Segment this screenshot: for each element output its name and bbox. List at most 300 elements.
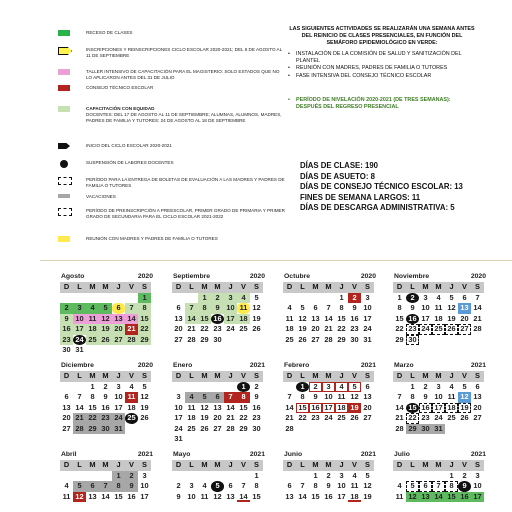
day-cell: 13 (62, 402, 71, 412)
legend-text: CONSEJO TÉCNICO ESCOLAR (86, 85, 154, 90)
day-cell: 1 (254, 470, 259, 480)
day-cell: 27 (473, 413, 482, 422)
day-cell: 25 (125, 413, 138, 424)
weekday-header: L (73, 282, 86, 293)
weekday-header: M (86, 371, 99, 382)
month-year: 2020 (470, 273, 486, 280)
day-cell: 17 (471, 492, 484, 503)
day-cell: 23 (311, 413, 320, 422)
empty-cell (172, 382, 185, 393)
day-cell: 26 (460, 413, 469, 422)
day-cell: 2 (60, 303, 73, 314)
day-cell: 5 (198, 392, 211, 403)
weekday-header: M (432, 282, 445, 293)
day-cell: 27 (112, 335, 125, 346)
empty-cell (393, 382, 406, 393)
weekday-header: M (198, 282, 211, 293)
day-cell: 8 (410, 392, 415, 401)
day-cell: 30 (419, 424, 432, 435)
day-cell: 4 (352, 470, 357, 480)
month-calendar (283, 362, 376, 434)
weekday-header: J (224, 460, 237, 471)
day-cell: 28 (187, 334, 196, 344)
day-cell: 22 (86, 413, 99, 424)
empty-cell (224, 471, 237, 482)
weekday-header: L (73, 371, 86, 382)
day-cell: 6 (64, 392, 69, 401)
month-year: 2021 (470, 451, 486, 458)
day-cell: 2 (348, 293, 361, 304)
empty-cell (172, 471, 185, 482)
month-year: 2021 (360, 451, 376, 458)
day-cell: 30 (350, 334, 359, 344)
empty-cell (185, 382, 198, 393)
day-cell: 17 (421, 313, 430, 323)
day-cell: 7 (241, 481, 246, 490)
day-cell: 2 (462, 470, 467, 480)
day-cell: 10 (187, 491, 196, 501)
empty-cell (73, 293, 86, 304)
day-cell: 18 (127, 402, 136, 412)
day-cell: 29 (337, 334, 346, 344)
day-cell: 12 (99, 314, 112, 325)
month-calendar (393, 451, 486, 502)
month-calendar (60, 273, 153, 356)
day-cell: 12 (73, 492, 86, 503)
day-cell: 7 (287, 392, 292, 401)
month-header (172, 273, 265, 282)
statistics (300, 161, 463, 214)
weekday-header: L (406, 371, 419, 382)
day-cell: 14 (285, 402, 294, 412)
empty-cell (60, 471, 73, 482)
day-cell: 14 (237, 492, 250, 503)
day-cell: 3 (475, 470, 480, 480)
day-cell: 14 (298, 491, 307, 501)
day-cell: 3 (142, 470, 147, 480)
day-cell: 22 (406, 413, 419, 424)
day-cell: 15 (311, 491, 320, 501)
day-cell: 8 (339, 303, 344, 312)
day-cell: 14 (324, 313, 333, 323)
day-cell: 15 (252, 491, 261, 501)
empty-cell (60, 293, 73, 304)
empty-cell (283, 382, 296, 393)
day-cell: 7 (185, 303, 198, 314)
day-cell: 30 (62, 345, 71, 354)
day-cell: 18 (237, 314, 250, 325)
weekday-header: J (112, 371, 125, 382)
empty-cell (211, 382, 224, 393)
legend-swatch-icon (58, 85, 70, 91)
day-cell: 6 (313, 303, 318, 312)
day-cell: 4 (86, 303, 99, 314)
day-cell: 3 (189, 481, 194, 490)
empty-cell (432, 471, 445, 482)
day-cell: 26 (350, 413, 359, 422)
empty-cell (73, 471, 86, 482)
day-cell: 16 (127, 491, 136, 501)
day-cell: 21 (73, 413, 86, 424)
day-cell: 16 (101, 402, 110, 412)
day-cell: 19 (363, 491, 372, 501)
day-cell: 21 (324, 324, 333, 333)
day-cell: 13 (213, 402, 222, 412)
month-year: 2020 (249, 273, 265, 280)
day-cell: 15 (445, 492, 458, 503)
day-cell: 22 (337, 324, 346, 333)
day-cell: 17 (224, 314, 237, 325)
day-cell: 2 (326, 470, 331, 480)
weekday-header: D (172, 282, 185, 293)
weekday-header: S (361, 460, 374, 471)
day-cell: 11 (86, 314, 99, 325)
day-cell: 30 (406, 335, 419, 346)
legend-swatch-icon (58, 30, 70, 36)
day-cell: 3 (423, 292, 428, 302)
day-cell: 22 (395, 324, 404, 333)
day-cell: 21 (285, 413, 294, 422)
day-cell: 11 (395, 491, 404, 501)
weekday-header: D (393, 371, 406, 382)
day-cell: 20 (112, 324, 125, 335)
empty-cell (73, 382, 86, 393)
day-cell: 8 (138, 303, 151, 314)
day-cell: 28 (226, 423, 235, 433)
day-cell: 24 (434, 413, 443, 422)
day-cell: 15 (395, 313, 404, 323)
day-cell: 13 (458, 303, 471, 314)
day-cell: 30 (213, 334, 222, 344)
day-cell: 11 (337, 392, 346, 401)
day-cell: 24 (174, 423, 183, 433)
empty-cell (185, 471, 198, 482)
day-cell: 7 (99, 481, 112, 492)
day-cell: 1 (449, 470, 454, 480)
weekday-header: M (99, 371, 112, 382)
weekday-header: D (60, 460, 73, 471)
month-name: Enero (173, 362, 193, 369)
day-cell: 19 (200, 413, 209, 422)
legend-text: RECESO DE CLASES (86, 30, 133, 35)
weekday-header: M (86, 460, 99, 471)
legend-swatch-icon (58, 47, 72, 55)
divider (40, 260, 512, 261)
day-cell: 8 (445, 481, 458, 492)
day-cell: 4 (185, 392, 198, 403)
day-cell: 10 (174, 402, 183, 412)
day-cell: 12 (213, 491, 222, 501)
weekday-header: L (296, 282, 309, 293)
day-cell: 15 (138, 314, 151, 325)
day-cell: 20 (213, 413, 222, 422)
day-cell: 7 (77, 392, 82, 401)
month-name: Julio (394, 451, 410, 458)
day-cell: 30 (252, 423, 261, 433)
weekday-header: M (198, 371, 211, 382)
weekday-header: M (419, 282, 432, 293)
day-cell: 31 (112, 424, 125, 435)
day-cell: 3 (116, 381, 121, 391)
day-cell: 26 (252, 324, 261, 333)
empty-cell (393, 471, 406, 482)
day-cell: 31 (432, 424, 445, 435)
weekday-header: L (185, 371, 198, 382)
day-cell: 9 (352, 303, 357, 312)
day-cell: 25 (86, 335, 99, 346)
day-cell: 11 (285, 313, 294, 323)
day-cell: 30 (99, 424, 112, 435)
weekday-header: S (361, 282, 374, 293)
day-cell: 13 (419, 492, 432, 503)
day-cell: 13 (285, 491, 294, 501)
weekday-header: M (99, 282, 112, 293)
day-cell: 5 (449, 292, 454, 302)
day-cell: 29 (200, 334, 209, 344)
stat-class-days: DÍAS DE CLASE: 190 (300, 161, 378, 170)
stat-council-days: DÍAS DE CONSEJO TÉCNICO ESCOLAR: 13 (300, 182, 463, 192)
weekday-header: J (445, 282, 458, 293)
empty-cell (198, 382, 211, 393)
day-cell: 24 (324, 413, 333, 422)
day-cell: 2 (406, 293, 419, 304)
legend-swatch-icon (58, 208, 72, 216)
day-cell: 27 (311, 334, 320, 344)
month-calendar (393, 362, 486, 434)
day-cell: 1 (410, 381, 415, 391)
day-cell: 15 (337, 313, 346, 323)
day-cell: 7 (326, 303, 331, 312)
weekday-header: L (296, 371, 309, 382)
legend-swatch-icon (60, 160, 68, 168)
weekday-header: S (138, 282, 151, 293)
stat-long-weekends: FINES DE SEMANA LARGOS: 11 (300, 192, 421, 202)
day-cell: 15 (406, 403, 419, 414)
legend-text: REUNIÓN CON MADRES Y PADRES DE FAMILIA O TUTORES (86, 236, 218, 241)
day-cell: 27 (62, 423, 71, 433)
month-header (393, 273, 486, 282)
month-name: Noviembre (394, 273, 430, 280)
weekday-header: D (172, 460, 185, 471)
day-cell: 12 (363, 481, 372, 490)
empty-cell (172, 293, 185, 304)
legend-text: INICIO DEL CICLO ESCOLAR 2020-2021 (86, 143, 172, 148)
day-cell: 6 (228, 481, 233, 490)
day-cell: 6 (419, 481, 432, 492)
day-cell: 17 (114, 402, 123, 412)
day-cell: 5 (99, 303, 112, 314)
day-cell: 18 (86, 324, 99, 335)
day-cell: 15 (296, 403, 309, 414)
weekday-header: V (348, 371, 361, 382)
day-cell: 23 (406, 324, 419, 335)
day-cell: 25 (337, 413, 346, 422)
day-cell: 20 (363, 402, 372, 412)
month-calendar (283, 451, 376, 502)
day-cell: 16 (350, 313, 359, 323)
weekday-header: L (73, 460, 86, 471)
day-cell: 2 (176, 481, 181, 490)
day-cell: 13 (112, 314, 125, 325)
day-cell: 15 (88, 402, 97, 412)
weekday-header: J (112, 460, 125, 471)
day-cell: 28 (125, 335, 138, 346)
day-cell: 4 (202, 481, 207, 490)
day-cell: 5 (254, 292, 259, 302)
day-cell: 9 (254, 392, 259, 401)
empty-cell (99, 471, 112, 482)
month-header (283, 362, 376, 371)
weekday-header: M (322, 371, 335, 382)
day-cell: 2 (103, 381, 108, 391)
month-calendar (393, 273, 486, 345)
day-cell: 12 (458, 392, 471, 403)
weekday-header: J (335, 282, 348, 293)
weekday-header: V (237, 371, 250, 382)
weekday-header: L (185, 460, 198, 471)
day-cell: 20 (460, 313, 469, 323)
month-calendar (60, 362, 153, 434)
month-year: 2020 (360, 273, 376, 280)
day-cell: 5 (365, 470, 370, 480)
day-cell: 25 (239, 324, 248, 333)
weekday-header: J (224, 371, 237, 382)
weekday-header: V (125, 371, 138, 382)
day-cell: 21 (473, 313, 482, 323)
day-cell: 7 (300, 481, 305, 490)
day-cell: 12 (298, 313, 307, 323)
day-cell: 27 (363, 413, 372, 422)
month-year: 2021 (249, 362, 265, 369)
day-cell: 27 (458, 324, 471, 335)
day-cell: 17 (337, 491, 346, 501)
month-year: 2021 (470, 362, 486, 369)
day-cell: 17 (174, 413, 183, 422)
weekday-header: S (138, 460, 151, 471)
day-cell: 16 (309, 403, 322, 414)
month-name: Marzo (394, 362, 414, 369)
day-cell: 2 (125, 471, 138, 482)
day-cell: 8 (397, 303, 402, 312)
day-cell: 10 (224, 303, 237, 314)
day-cell: 25 (432, 324, 445, 335)
empty-cell (211, 471, 224, 482)
day-cell: 21 (187, 324, 196, 333)
day-cell: 26 (99, 335, 112, 346)
day-cell: 8 (313, 481, 318, 490)
day-cell: 21 (395, 413, 404, 422)
day-cell: 18 (335, 403, 348, 414)
day-cell: 10 (73, 314, 86, 325)
day-cell: 6 (365, 381, 370, 391)
day-cell: 5 (73, 481, 86, 492)
day-cell: 1 (313, 470, 318, 480)
day-cell: 12 (406, 492, 419, 503)
day-cell: 1 (296, 382, 309, 393)
day-cell: 26 (298, 334, 307, 344)
empty-cell (198, 471, 211, 482)
empty-cell (296, 293, 309, 304)
day-cell: 26 (200, 423, 209, 433)
day-cell: 10 (434, 392, 443, 401)
weekday-header: V (125, 460, 138, 471)
legend-text: VACACIONES (86, 194, 116, 199)
weekday-header: L (406, 282, 419, 293)
day-cell: 28 (73, 424, 86, 435)
legend-text: PERÍODO DE PREINSCRIPCIÓN A PREESCOLAR, PRIMER GRADO DE PRIMARIA Y PRIMER GRADO DE SECUNDARIA PARA EL CICLO ESCOLAR 2021-2022 (86, 208, 285, 219)
activities-title: LAS SIGUIENTES ACTIVIDADES SE REALIZARÁN UNA SEMANA ANTES DEL REINICIO DE CLASES PRESENCIALES, EN FUNCIÓN DEL SEMÁFORO EPIDEMIOLÓGICO EN VERDE: (289, 26, 475, 46)
empty-cell (99, 293, 112, 304)
day-cell: 3 (365, 292, 370, 302)
month-calendar (60, 451, 153, 502)
weekday-header: D (60, 282, 73, 293)
legend-text: DOCENTES: DEL 17 DE AGOSTO AL 11 DE SEPTIEMBRE; ALUMNAS, ALUMNOS, MADRES, PADRES DE FAMILIA Y TUTORES: 24 DE AGOSTO AL 18 DE SEPTIEMBRE (86, 112, 282, 123)
empty-cell (419, 471, 432, 482)
weekday-header: S (361, 371, 374, 382)
day-cell: 23 (421, 413, 430, 422)
day-cell: 3 (436, 381, 441, 391)
day-cell: 5 (142, 381, 147, 391)
day-cell: 27 (174, 334, 183, 344)
day-cell: 7 (432, 481, 445, 492)
legend-swatch-icon (58, 143, 70, 149)
day-cell: 12 (200, 402, 209, 412)
day-cell: 1 (237, 382, 250, 393)
weekday-header: V (237, 282, 250, 293)
day-cell: 14 (432, 492, 445, 503)
day-cell: 9 (410, 303, 415, 312)
day-cell: 23 (350, 324, 359, 333)
weekday-header: S (471, 460, 484, 471)
month-name: Febrero (284, 362, 310, 369)
day-cell: 8 (254, 481, 259, 490)
empty-cell (112, 293, 125, 304)
day-cell: 17 (432, 403, 445, 414)
empty-cell (322, 293, 335, 304)
day-cell: 2 (211, 293, 224, 304)
weekday-header: M (309, 282, 322, 293)
weekday-header: M (322, 282, 335, 293)
day-cell: 25 (285, 334, 294, 344)
day-cell: 9 (103, 392, 108, 401)
day-cell: 7 (125, 303, 138, 314)
weekday-header: V (125, 282, 138, 293)
day-cell: 29 (239, 423, 248, 433)
legend-swatch-icon (58, 236, 70, 242)
activities-panel (287, 26, 477, 111)
day-cell: 22 (298, 413, 307, 422)
day-cell: 9 (176, 491, 181, 501)
day-cell: 5 (300, 303, 305, 312)
legend-swatch-icon (58, 194, 70, 198)
day-cell: 1 (90, 381, 95, 391)
weekday-header: V (348, 460, 361, 471)
day-cell: 6 (211, 392, 224, 403)
day-cell: 1 (198, 293, 211, 304)
day-cell: 23 (213, 324, 222, 333)
day-cell: 11 (125, 392, 138, 403)
day-cell: 14 (395, 402, 404, 412)
day-cell: 9 (423, 392, 428, 401)
empty-cell (60, 382, 73, 393)
weekday-header: M (211, 282, 224, 293)
day-cell: 6 (112, 303, 125, 314)
weekday-header: J (445, 460, 458, 471)
weekday-header: S (250, 460, 263, 471)
weekday-header: M (211, 371, 224, 382)
day-cell: 7 (475, 292, 480, 302)
day-cell: 29 (395, 334, 404, 344)
